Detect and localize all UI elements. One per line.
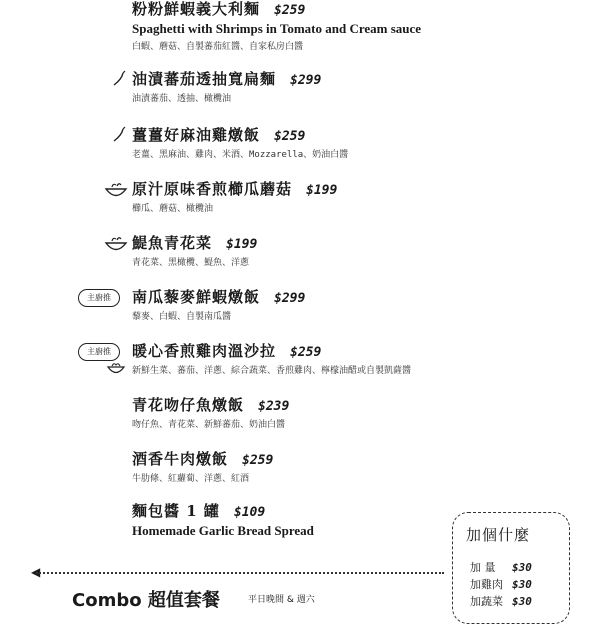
menu-item [132,340,411,376]
item-name: 鯷魚青花菜 [132,234,213,252]
item-description: 老薑、黑麻油、雞肉、米酒、Mozzarella、奶油白醬 [132,150,349,160]
menu-item [132,500,314,539]
item-price: $299 [274,291,306,306]
menu-item [132,286,305,322]
chili-icon [110,70,128,88]
item-price: $299 [290,73,322,88]
arrow-left-icon: ◀ [31,565,41,579]
addon-row [470,559,554,575]
vegetarian-bowl-icon [104,180,128,200]
item-name: 薑薑好麻油雞燉飯 [132,126,261,144]
item-price: $259 [274,3,306,18]
menu-item [132,68,321,104]
item-description: 牛肋條、紅蘿蔔、洋蔥、紅酒 [132,474,250,484]
item-name: 青花吻仔魚燉飯 [132,396,245,414]
item-description: 白蝦、蘑菇、自製蕃茄紅醬、自家私房白醬 [132,42,304,52]
item-price: $109 [233,505,266,520]
item-name: 暖心香煎雞肉溫沙拉 [132,342,277,360]
item-description: 吻仔魚、青花菜、新鮮蕃茄、奶油白醬 [132,420,286,430]
menu-item [132,124,348,160]
menu-item [132,0,421,52]
item-name: 酒香牛肉燉飯 [132,450,229,468]
menu-item [132,232,257,268]
menu-item [132,178,337,214]
item-description: 油漬蕃茄、透抽、橄欖油 [132,94,232,104]
addon-price: $30 [512,561,532,574]
salad-icon [106,362,126,376]
item-price: $259 [242,453,274,468]
dotted-divider [36,572,444,574]
item-description: 藜麥、白蝦、自製南瓜醬 [132,312,232,322]
item-price: $199 [306,183,338,198]
item-price: $199 [226,237,258,252]
menu-item [132,448,273,484]
menu-item [132,394,289,430]
chef-recommend-badge: 主廚推 [78,343,120,361]
addon-price: $30 [512,595,532,608]
item-name: 粉粉鮮蝦義大利麵 [132,0,261,18]
item-english-name: Homemade Garlic Bread Spread [132,523,314,538]
item-price: $259 [290,345,322,360]
addon-row [470,593,554,609]
addon-title: 加個什麼 [466,526,531,544]
combo-subtitle: 平日晚間 & 週六 [248,595,315,605]
item-name: 原汁原味香煎櫛瓜蘑菇 [132,180,293,198]
addon-row [470,576,554,592]
item-name: 油漬蕃茄透抽寬扁麵 [132,70,277,88]
item-name: 南瓜藜麥鮮蝦燉飯 [132,288,261,306]
item-description: 新鮮生菜、蕃茄、洋蔥、綜合蔬菜、香煎雞肉、檸檬油醋或自製凱薩醬 [132,366,412,376]
addon-label: 加蔬菜 [470,595,503,608]
addon-label: 加雞肉 [470,578,503,591]
addon-label: 加 量 [470,561,496,574]
chef-recommend-badge: 主廚推 [78,289,120,307]
item-price: $259 [274,129,306,144]
addon-price: $30 [512,578,532,591]
item-description: 櫛瓜、蘑菇、橄欖油 [132,204,214,214]
chili-icon [110,126,128,144]
item-name: 麵包醬 1 罐 [132,502,220,520]
item-english-name: Spaghetti with Shrimps in Tomato and Cream sauce [132,21,422,36]
item-price: $239 [258,399,290,414]
combo-title: Combo 超值套餐 [72,590,220,611]
item-description: 青花菜、黑橄欖、鯷魚、洋蔥 [132,258,250,268]
vegetarian-bowl-icon [104,234,128,254]
